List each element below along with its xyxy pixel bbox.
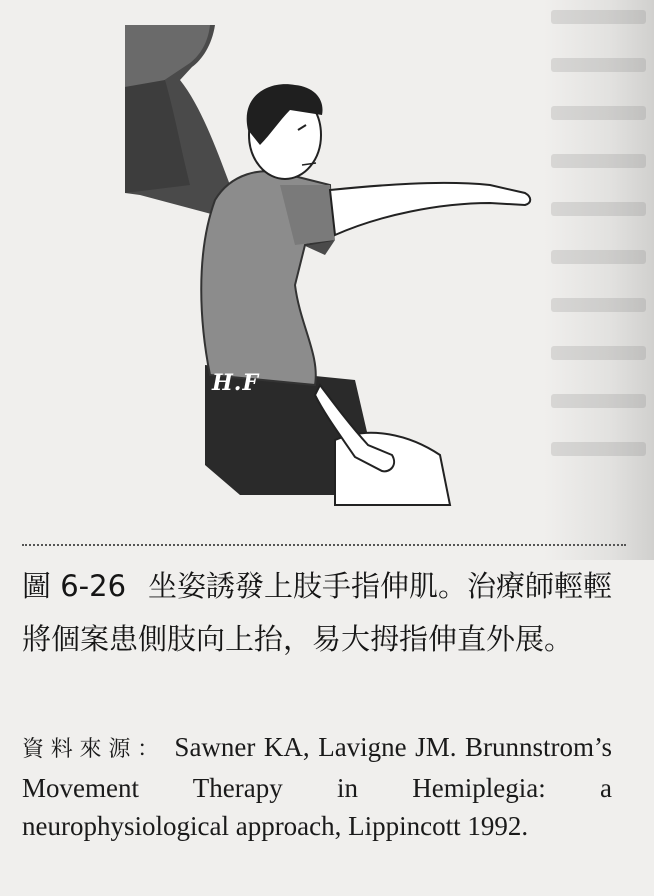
source-citation [22,728,612,845]
figure-number: 圖 6-26 [22,569,127,603]
source-text: Sawner KA, Lavigne JM. Brunnstrom’s Movement Therapy in Hemiplegia: a neurophysiological approach, Lippincott 1992. [22,732,612,841]
caption-divider [22,544,626,546]
figure-caption [22,560,627,666]
caption-text: 坐姿誘發上肢手指伸肌。治療師輕輕將個案患側肢向上抬，易大拇指伸直外展。 [22,569,613,656]
source-label: 資料來源： [22,737,166,762]
illustrator-watermark: H.F [212,370,260,396]
facing-page-bleed [544,0,654,560]
therapy-illustration [120,25,550,515]
